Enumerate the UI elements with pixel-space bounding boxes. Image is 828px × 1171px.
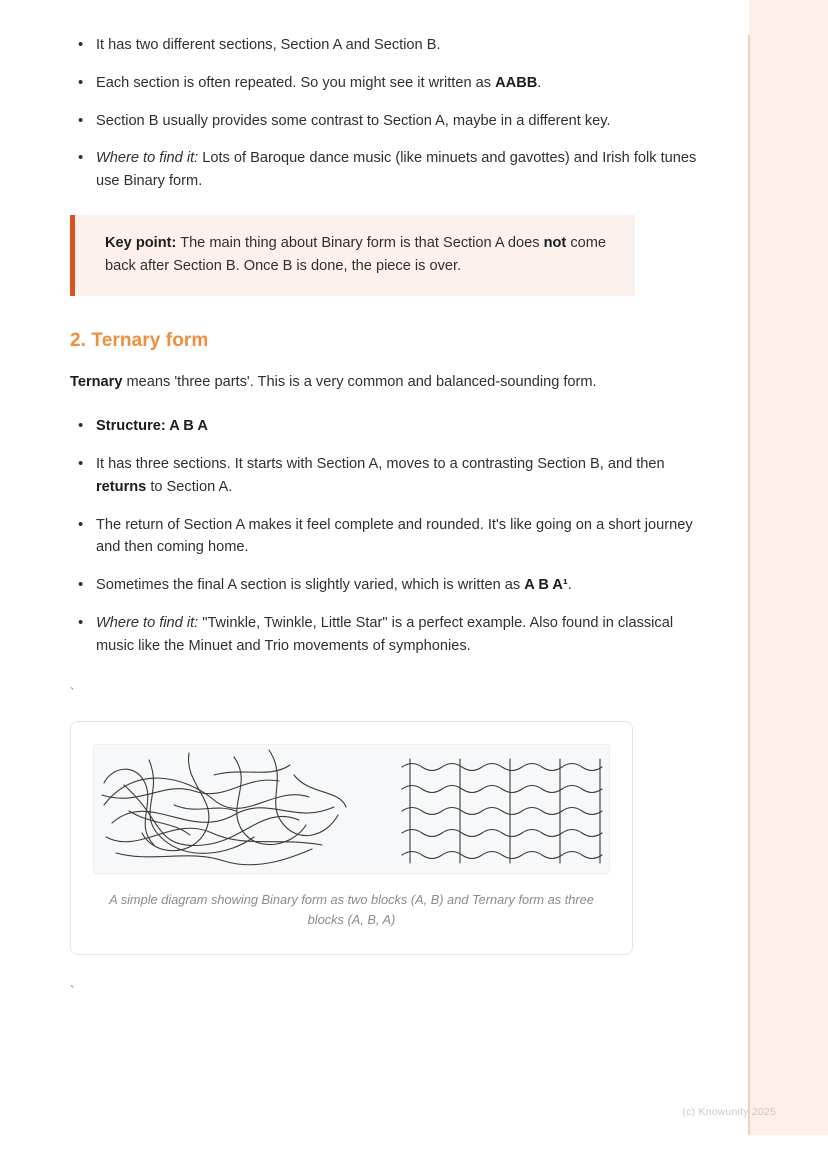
footer-credit: (c) Knowunity 2025: [682, 1106, 776, 1118]
list-item: • Where to find it: "Twinkle, Twinkle, Little Star" is a perfect example. Also found in classical music like the Minuet and Trio movements of symphonies.: [70, 612, 700, 658]
bullet-text: Section B usually provides some contrast to Section A, maybe in a different key.: [96, 112, 611, 129]
where-to-find-it-label: Where to find it:: [96, 150, 199, 167]
binary-form-bullet-list: [70, 34, 700, 193]
list-item: [70, 34, 700, 57]
figure-caption: A simple diagram showing Binary form as two blocks (A, B) and Ternary form as three blocks (A, B, A): [109, 892, 594, 928]
ternary-form-bullet-list: [70, 415, 700, 657]
callout-label: Key point:: [105, 234, 177, 251]
callout-text-before: The main thing about Binary form is that Section A does: [176, 234, 544, 251]
list-item: [70, 514, 700, 560]
list-item: • Sometimes the final A section is slightly varied, which is written as A B A¹.: [70, 574, 700, 597]
diagram-svg: [94, 745, 610, 873]
figure-card: [70, 721, 633, 955]
bullet-structure-text: Structure: A B A: [96, 418, 208, 435]
ternary-intro-lead: Ternary: [70, 374, 123, 391]
bullet-emphasis: AABB: [495, 74, 538, 91]
ternary-intro-paragraph: [70, 370, 636, 395]
tick-mark-first: `: [70, 685, 75, 701]
page-title: 2. Ternary form: [70, 330, 209, 352]
ternary-intro-rest: means 'three parts'. This is a very common and balanced-sounding form.: [122, 374, 597, 391]
list-item: • Each section is often repeated. So you might see it written as AABB.: [70, 72, 700, 95]
key-point-callout: [70, 215, 635, 296]
where-to-find-it-label: Where to find it:: [96, 614, 199, 631]
callout-emphasis: not: [543, 234, 567, 251]
list-item: [70, 110, 700, 133]
list-item: [70, 415, 700, 438]
list-item: • Where to find it: Lots of Baroque dance music (like minuets and gavottes) and Irish folk tunes use Binary form.: [70, 147, 700, 193]
bullet-text: It has two different sections, Section A and Section B.: [96, 37, 441, 53]
bullet-emphasis-returns: returns: [96, 478, 147, 495]
binary-ternary-form-diagram: [93, 744, 610, 874]
callout-text-after: come back after Section B. Once B is done, the piece is over.: [105, 234, 607, 275]
bullet-text: The return of Section A makes it feel complete and rounded. It's like going on a short journey and then coming home.: [96, 516, 693, 556]
list-item: • It has three sections. It starts with Section A, moves to a contrasting Section B, and then returns to Section A.: [70, 453, 700, 499]
page-side-stripe-line: [748, 35, 750, 1135]
bullet-emphasis-aba: A B A¹: [524, 577, 568, 594]
tick-mark-second: `: [70, 982, 75, 998]
page-side-stripe: [749, 0, 828, 1135]
